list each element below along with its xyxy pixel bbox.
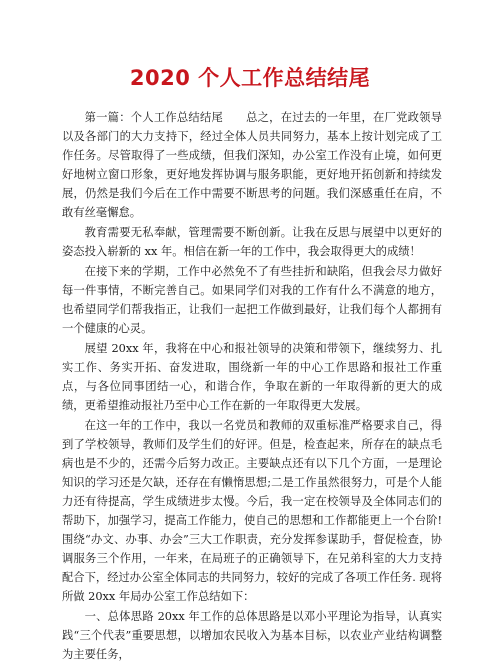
paragraph: 在接下来的学期，工作中必然免不了有些挂折和缺陷，但我会尽力做好每一件事情，不断完善自己。如果同学们对我的工作有什么不满意的地方，也希望同学们帮我指正，让我们一起把工作做到最好，让我们每个人都拥有一个健康的心灵。 (62, 265, 442, 335)
paragraph: 教育需要无私奉献，管理需要不断创新。让我在反思与展望中以更好的姿态投入崭新的 xx 年。相信在新一年的工作中，我会取得更大的成绩！ (62, 226, 442, 258)
paragraph: 一、总体思路 20xx 年工作的总体思路是以邓小平理论为指导，认真实践“三个代表”重要思想，以增加农民收入为基本目标，以农业产业结构调整为主要任务， (62, 610, 442, 661)
paragraph: 第一篇：个人工作总结结尾 总之，在过去的一年里，在厂党政领导以及各部门的大力支持下，经过全体人员共同努力，基本上按计划完成了工作任务。尽管取得了一些成绩，但我们深知，办公室工作没有止境，如何更好地树立窗口形象，更好地发挥协调与服务职能，更好地开拓创新和持续发展，仍然是我们今后在工作中需要不断思考的问题。我们深感重任在肩，不敢有丝毫懈怠。 (62, 111, 442, 219)
paragraph: 在这一年的工作中，我以一名党员和教师的双重标准严格要求自己，得到了学校领导，教师们及学生们的好评。但是，检查起来，所存在的缺点毛病也是不少的，还需今后努力改正。主要缺点还有以下几个方面，一是理论知识的学习还是欠缺，还存在有懒惰思想;二是工作虽然很努力，可是个人能力还有待提高，学生成绩进步太慢。今后，我一定在校领导及全体同志们的帮助下，加强学习，提高工作能力，使自己的思想和工作都能更上一个台阶!围绕“办文、办事、办会”三大工作职责，充分发挥参谋助手，督促检查，协调服务三个作用，一年来，在局班子的正确领导下，在兄弟科室的大力支持配合下，经过办公室全体同志的共同努力，较好的完成了各项工作任务. 现将所做 20xx 年局办公室工作总结如下： (62, 419, 442, 603)
document-title: 2020 个人工作总结结尾 (129, 66, 371, 90)
document-body (62, 108, 442, 665)
paragraph: 展望 20xx 年，我将在中心和报社领导的决策和带领下，继续努力、扎实工作、务实开拓、奋发进取，围绕新一年的中心工作思路和报社工作重点，与各位同事团结一心，和谐合作，争取在新的一年取得新的更大的成绩，更希望推动报社乃至中心工作在新的一年取得更大发展。 (62, 342, 442, 412)
